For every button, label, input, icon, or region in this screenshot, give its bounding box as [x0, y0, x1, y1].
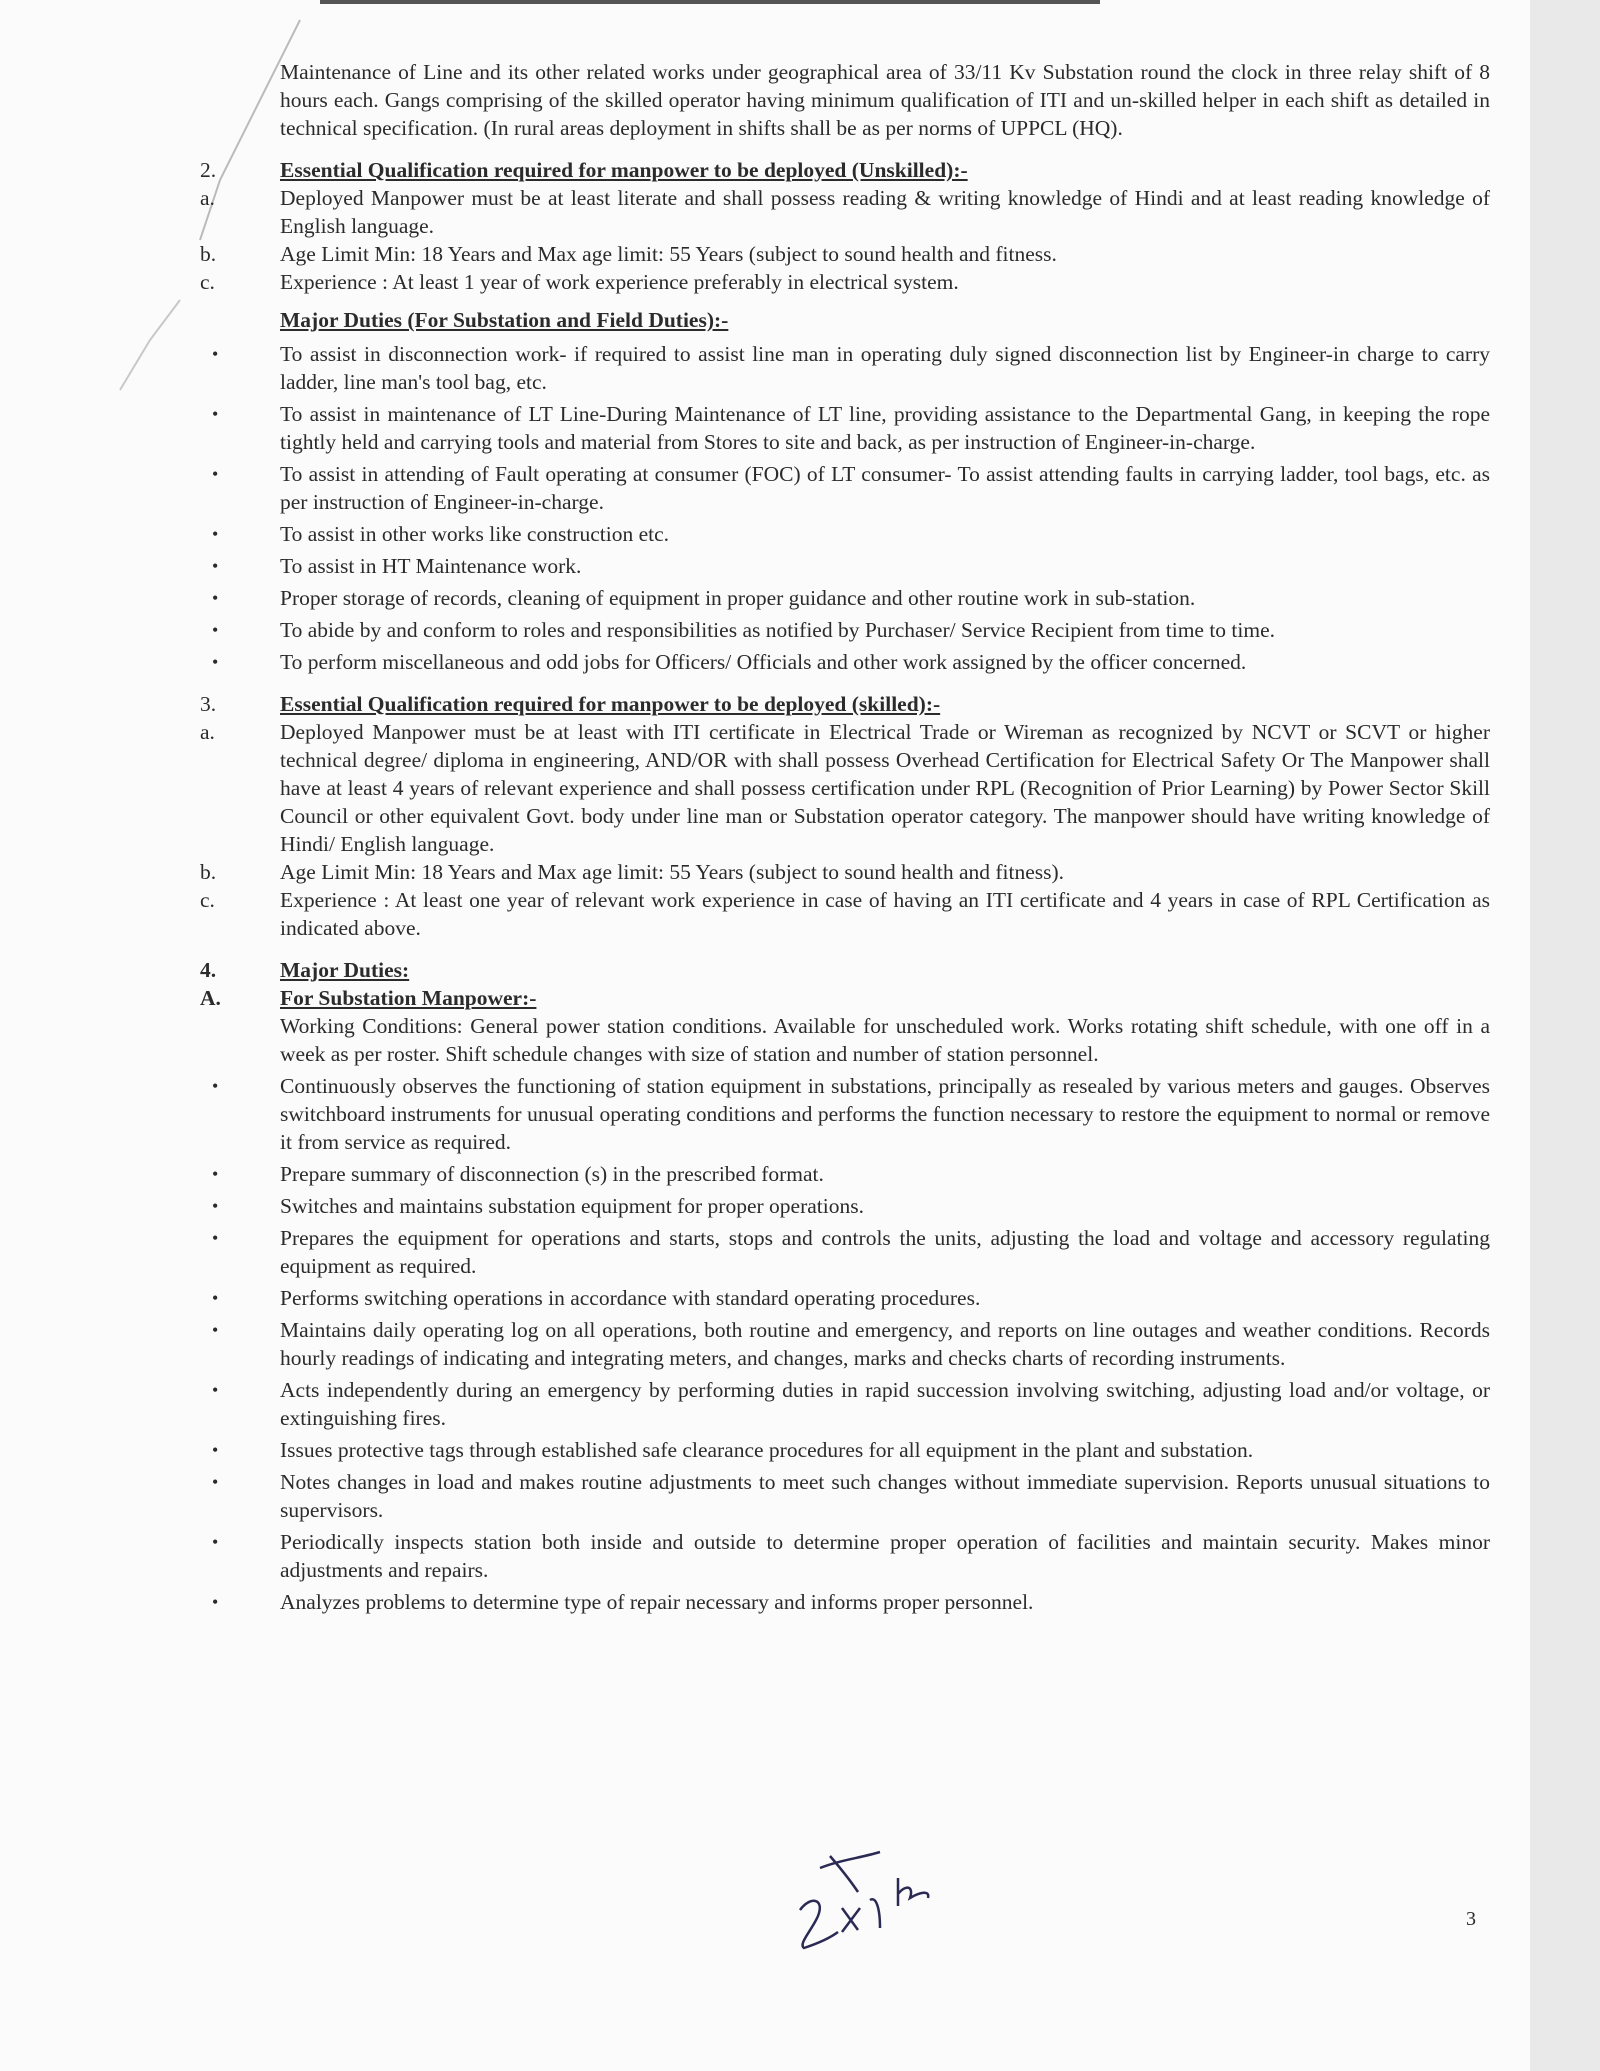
- bullet-icon: •: [212, 1228, 219, 1248]
- list-item: [200, 1468, 1490, 1524]
- item-text: Deployed Manpower must be at least with ITI certificate in Electrical Trade or Wireman as recognized by NCVT or SCVT or higher technical degree/ diploma in engineering, AND/OR with shall possess Overhead Certification for Electrical Safety Or The Manpower shall have at least 4 years of relevant experience and shall possess certification under RPL (Recognition of Prior Learning) by Power Sector Skill Council or other equivalent Govt. body under line man or Substation operator category. The manpower should have writing knowledge of Hindi/ English language.: [280, 720, 1490, 856]
- list-item: [200, 460, 1490, 516]
- item-text: Prepare summary of disconnection (s) in the prescribed format.: [280, 1162, 824, 1186]
- item-label: c.: [200, 270, 215, 294]
- item-text: Switches and maintains substation equipment for proper operations.: [280, 1194, 864, 1218]
- list-item: [200, 1224, 1490, 1280]
- list-item: [200, 340, 1490, 396]
- duties-heading: Major Duties (For Substation and Field Duties):-: [280, 308, 729, 332]
- list-item: [200, 718, 1490, 858]
- item-text: To assist in maintenance of LT Line-During Maintenance of LT line, providing assistance to the Departmental Gang, in keeping the rope tightly held and carrying tools and material from Stores to site and back, as per instruction of Engineer-in-charge.: [280, 402, 1490, 454]
- item-text: To assist in HT Maintenance work.: [280, 554, 582, 578]
- section-number: 3.: [200, 692, 217, 716]
- list-item: [200, 1528, 1490, 1584]
- list-item: [200, 1192, 1490, 1220]
- section-4-heading-row: [200, 956, 1490, 984]
- bullet-icon: •: [212, 1592, 219, 1612]
- item-text: Performs switching operations in accordance with standard operating procedures.: [280, 1286, 981, 1310]
- item-text: Deployed Manpower must be at least literate and shall possess reading & writing knowledge of Hindi and at least reading knowledge of English language.: [280, 186, 1490, 238]
- list-item: [200, 1072, 1490, 1156]
- subsection-heading-row: [200, 984, 1490, 1012]
- bullet-icon: •: [212, 1196, 219, 1216]
- list-item: [200, 648, 1490, 676]
- bullet-icon: •: [212, 556, 219, 576]
- item-text: Age Limit Min: 18 Years and Max age limit: 55 Years (subject to sound health and fitness.: [280, 242, 1057, 266]
- section-heading: Essential Qualification required for manpower to be deployed (skilled):-: [280, 692, 941, 716]
- bullet-icon: •: [212, 1532, 219, 1552]
- list-item: [200, 584, 1490, 612]
- list-item: [200, 1316, 1490, 1372]
- intro-paragraph: Maintenance of Line and its other related works under geographical area of 33/11 Kv Substation round the clock in three relay shift of 8 hours each. Gangs comprising of the skilled operator having minimum qualification of ITI and un-skilled helper in each shift as detailed in technical specification. (In rural areas deployment in shifts shall be as per norms of UPPCL (HQ).: [280, 60, 1490, 140]
- item-text: Experience : At least 1 year of work experience preferably in electrical system.: [280, 270, 959, 294]
- item-text: Continuously observes the functioning of station equipment in substations, principally as resealed by various meters and gauges. Observes switchboard instruments for unusual operating conditions and performs the function necessary to restore the equipment to normal or remove it from service as required.: [280, 1074, 1490, 1154]
- item-text: To abide by and conform to roles and responsibilities as notified by Purchaser/ Service Recipient from time to time.: [280, 618, 1276, 642]
- list-item: [200, 268, 1490, 296]
- section-number: 4.: [200, 958, 217, 982]
- duties-list: [200, 340, 1490, 676]
- scan-top-edge: [320, 0, 1100, 4]
- item-text: Issues protective tags through established safe clearance procedures for all equipment in the plant and substation.: [280, 1438, 1254, 1462]
- bullet-icon: •: [212, 524, 219, 544]
- list-item: [200, 1376, 1490, 1432]
- section-2-heading-row: [200, 156, 1490, 184]
- bullet-icon: •: [212, 464, 219, 484]
- list-item: [200, 400, 1490, 456]
- item-text: Analyzes problems to determine type of repair necessary and informs proper personnel.: [280, 1590, 1034, 1614]
- document-body: [200, 58, 1490, 1626]
- section-heading: Major Duties:: [280, 958, 410, 982]
- item-label: b.: [200, 860, 217, 884]
- item-text: To perform miscellaneous and odd jobs for Officers/ Officials and other work assigned by the officer concerned.: [280, 650, 1247, 674]
- list-item: [200, 1284, 1490, 1312]
- item-text: Maintains daily operating log on all operations, both routine and emergency, and reports on line outages and weather conditions. Records hourly readings of indicating and integrating meters, and changes, marks and checks charts of recording instruments.: [280, 1318, 1490, 1370]
- item-label: c.: [200, 888, 215, 912]
- item-label: a.: [200, 720, 215, 744]
- subsection-heading: For Substation Manpower:-: [280, 986, 537, 1010]
- list-item: [200, 1436, 1490, 1464]
- bullet-icon: •: [212, 1380, 219, 1400]
- bullet-icon: •: [212, 1164, 219, 1184]
- section-heading: Essential Qualification required for manpower to be deployed (Unskilled):-: [280, 158, 968, 182]
- item-label: a.: [200, 186, 215, 210]
- bullet-icon: •: [212, 1076, 219, 1096]
- item-text: To assist in attending of Fault operating at consumer (FOC) of LT consumer- To assist attending faults in carrying ladder, tool bags, etc. as per instruction of Engineer-in-charge.: [280, 462, 1490, 514]
- item-label: b.: [200, 242, 217, 266]
- bullet-icon: •: [212, 1472, 219, 1492]
- list-item: [200, 616, 1490, 644]
- section-3-heading-row: [200, 690, 1490, 718]
- list-item: [200, 858, 1490, 886]
- subsection-label: A.: [200, 986, 221, 1010]
- bullet-icon: •: [212, 588, 219, 608]
- handwritten-signature: [780, 1848, 940, 1958]
- bullet-icon: •: [212, 404, 219, 424]
- list-item: [200, 1160, 1490, 1188]
- bullet-icon: •: [212, 1320, 219, 1340]
- list-item: [200, 240, 1490, 268]
- section-3: [200, 690, 1490, 942]
- bullet-icon: •: [212, 1288, 219, 1308]
- item-text: Acts independently during an emergency by performing duties in rapid succession involving switching, adjusting load and/or voltage, or extinguishing fires.: [280, 1378, 1490, 1430]
- list-item: [200, 520, 1490, 548]
- item-text: To assist in other works like construction etc.: [280, 522, 670, 546]
- item-text: To assist in disconnection work- if required to assist line man in operating duly signed disconnection list by Engineer-in charge to carry ladder, line man's tool bag, etc.: [280, 342, 1490, 394]
- item-text: Age Limit Min: 18 Years and Max age limit: 55 Years (subject to sound health and fitness).: [280, 860, 1065, 884]
- page-number: 3: [1466, 1908, 1476, 1930]
- bullet-icon: •: [212, 652, 219, 672]
- item-text: Experience : At least one year of relevant work experience in case of having an ITI certificate and 4 years in case of RPL Certification as indicated above.: [280, 888, 1490, 940]
- list-item: [200, 886, 1490, 942]
- list-item: [200, 1588, 1490, 1616]
- bullet-icon: •: [212, 620, 219, 640]
- bullet-icon: •: [212, 344, 219, 364]
- substation-duties-list: [200, 1072, 1490, 1616]
- item-text: Periodically inspects station both inside and outside to determine proper operation of facilities and maintain security. Makes minor adjustments and repairs.: [280, 1530, 1490, 1582]
- working-conditions: Working Conditions: General power station conditions. Available for unscheduled work. Works rotating shift schedule, with one off in a week as per roster. Shift schedule changes with size of station and number of station personnel.: [280, 1014, 1490, 1066]
- list-item: [200, 552, 1490, 580]
- item-text: Proper storage of records, cleaning of equipment in proper guidance and other routine work in sub-station.: [280, 586, 1196, 610]
- item-text: Notes changes in load and makes routine adjustments to meet such changes without immediate supervision. Reports unusual situations to supervisors.: [280, 1470, 1490, 1522]
- section-number: 2.: [200, 158, 217, 182]
- list-item: [200, 184, 1490, 240]
- item-text: Prepares the equipment for operations and starts, stops and controls the units, adjusting the load and voltage and accessory regulating equipment as required.: [280, 1226, 1490, 1278]
- section-4: [200, 956, 1490, 1616]
- section-2: [200, 156, 1490, 676]
- bullet-icon: •: [212, 1440, 219, 1460]
